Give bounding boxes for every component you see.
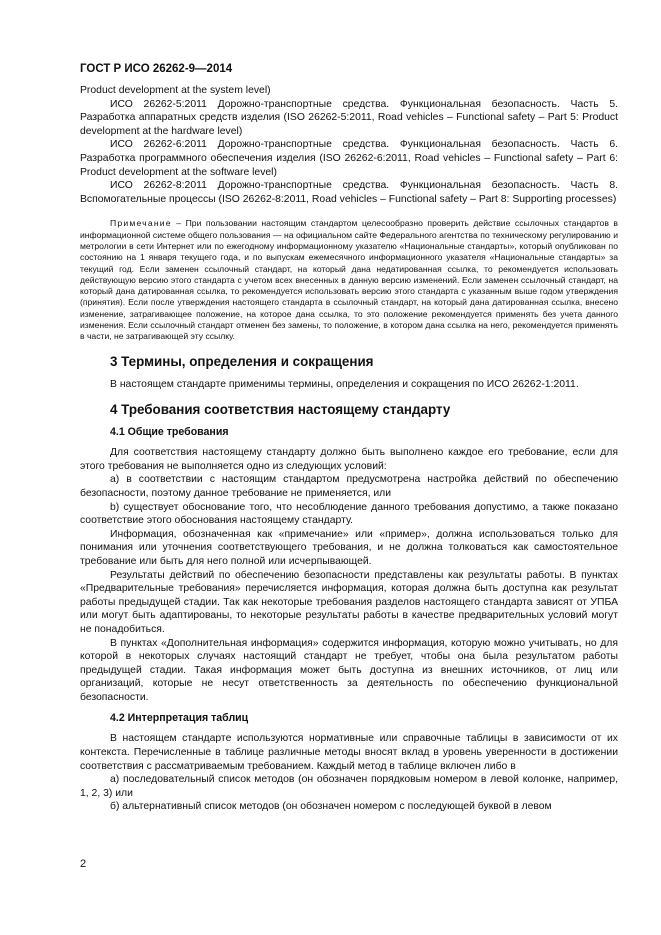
document-body	[80, 84, 618, 814]
paragraph: В пунктах «Дополнительная информация» содержится информация, которую можно учитывать, но для которой в некоторых случаях настоящий стандарт не требует, чтобы она была результатом работы предыдущей стадии. Такая информация может быть доступна из внешних источников, от лиц или организаций, которые не несут ответственность за деятельность по обеспечению функциональной безопасности.	[80, 637, 618, 703]
reference-item: ИСО 26262-5:2011 Дорожно-транспортные средства. Функциональная безопасность. Часть 5. Разработка аппаратных средств изделия (ISO 26262-5:2011, Road vehicles – Functional safety – Part 5: Product development at the hardware level)	[80, 98, 618, 137]
subsection-4-2-heading: 4.2 Интерпретация таблиц	[110, 712, 249, 725]
reference-item: ИСО 26262-8:2011 Дорожно-транспортные средства. Функциональная безопасность. Часть 8. Вспомогательные процессы (ISO 26262-8:2011, Road vehicles – Functional safety – Part 8: Supporting processes)	[80, 180, 618, 205]
list-item: а) в соответствии с настоящим стандартом предусмотрена настройка действий по обеспечению безопасности, поэтому данное требование не применяется, или	[80, 474, 618, 499]
list-item: b) существует обоснование того, что несоблюдение данного требования допустимо, а также показано соответствие этого обоснования настоящему стандарту.	[80, 501, 618, 527]
section-4-heading: 4 Требования соответствия настоящему стандарту	[110, 402, 451, 418]
list-item: а) последовательный список методов (он обозначен порядковым номером в левой колонке, например, 1, 2, 3) или	[80, 774, 618, 799]
paragraph: Для соответствия настоящему стандарту должно быть выполнено каждое его требование, если для этого требования не выполняется одно из следующих условий:	[80, 447, 618, 472]
note-label: Примечание	[110, 218, 172, 229]
paragraph: Информация, обозначенная как «примечание» или «пример», должна использоваться только для понимания или уточнения соответствующего требования, и не должна толковаться как самостоятельное требование или быть для него полной или исчерпывающей.	[80, 528, 618, 567]
reference-continuation: Product development at the system level)	[80, 85, 271, 96]
paragraph: Результаты действий по обеспечению безопасности представлены как результаты работы. В пунктах «Предварительные требования» перечисляется информация, которая должна быть доступна как результат работы предыдущей стадии. Так как некоторые требования разделов настоящего стандарта зависят от УПБА или могут быть адаптированы, то некоторые результаты работы в качестве предварительных условий могут не понадобиться.	[80, 569, 618, 635]
note-text: – При пользовании настоящим стандартом целесообразно проверить действие ссылочных стандартов в информационной системе общего пользования — на официальном сайте Федерального агентства по техническому регулированию и метрологии в сети Интернет или по ежегодному информационному указателю «Национальные стандарты», который опубликован по состоянию на 1 января текущего года, и по выпускам ежемесячного информационного указателя «Национальные стандарты» за текущий год. Если заменен ссылочный стандарт, на который дана недатированная ссылка, то рекомендуется использовать действующую версию этого стандарта с учетом всех внесенных в данную версию изменений. Если заменен ссылочный стандарт, на который дана датированная ссылка, то рекомендуется использовать версию этого стандарта с указанным выше годом утверждения (принятия). Если после утверждения настоящего стандарта в ссылочный стандарт, на который дана датированная ссылка, внесено изменение, затрагивающее положение, на которое дана ссылка, то это положение рекомендуется применять без учета данного изменения. Если ссылочный стандарт отменен без замены, то положение, в котором дана ссылка на него, рекомендуется применять в части, не затрагивающей эту ссылку.	[80, 218, 618, 342]
list-item: б) альтернативный список методов (он обозначен номером с последующей буквой в левом	[110, 801, 552, 813]
section-3-text: В настоящем стандарте применимы термины, определения и сокращения по ИСО 26262-1:2011.	[110, 378, 579, 390]
paragraph: В настоящем стандарте используются нормативные или справочные таблицы в зависимости от их контекста. Перечисленные в таблице различные методы вносят вклад в уровень уверенности в достижении соответствия с рассматриваемым требованием. Каждый метод в таблице включен либо в	[80, 733, 618, 772]
section-3-heading: 3 Термины, определения и сокращения	[110, 353, 374, 369]
subsection-4-1-heading: 4.1 Общие требования	[110, 426, 229, 439]
page-number: 2	[80, 858, 87, 870]
note-paragraph	[80, 218, 618, 342]
document-header: ГОСТ Р ИСО 26262-9—2014	[80, 63, 233, 75]
reference-item: ИСО 26262-6:2011 Дорожно-транспортные средства. Функциональная безопасность. Часть 6. Разработка программного обеспечения изделия (ISO 26262-6:2011, Road vehicles – Functional safety – Part 6: Product development at the software level)	[80, 139, 618, 178]
